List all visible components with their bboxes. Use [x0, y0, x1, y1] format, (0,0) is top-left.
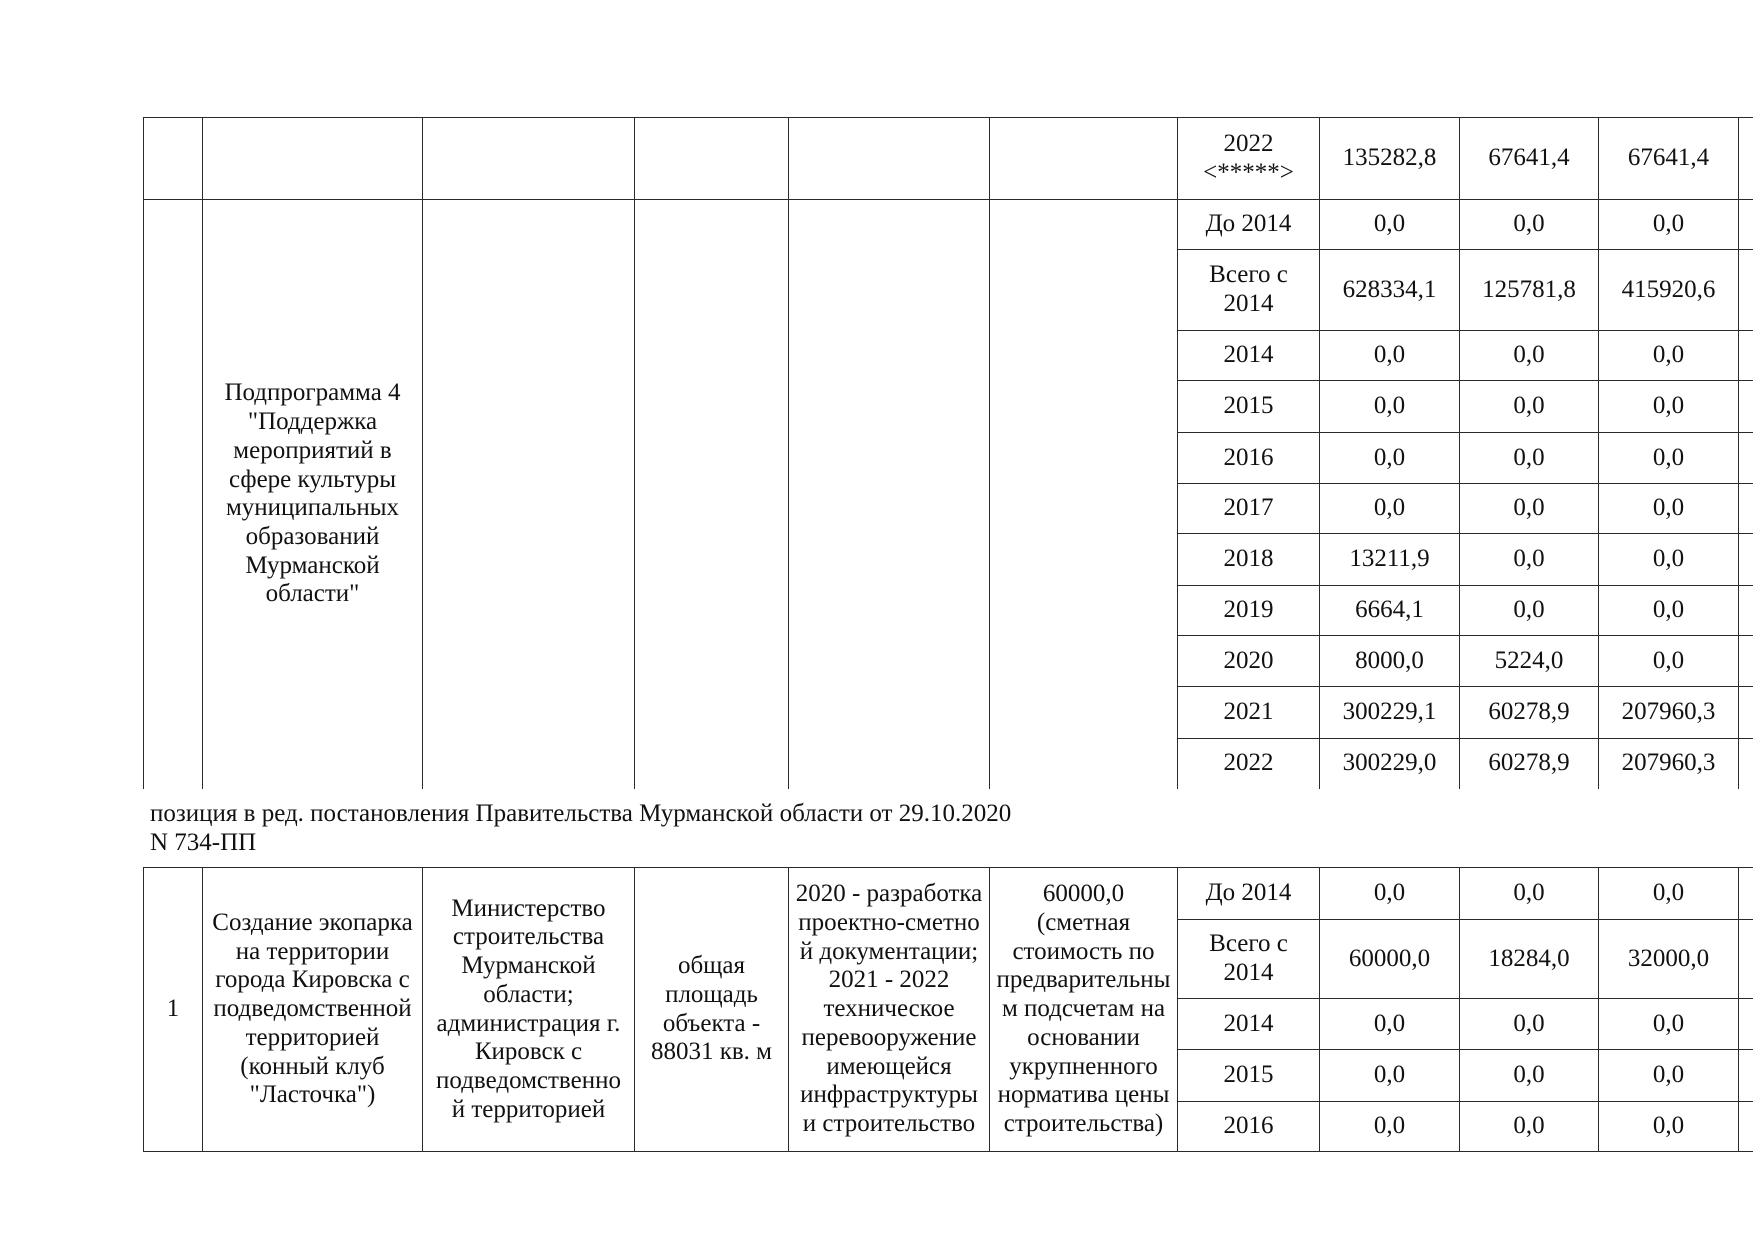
amount-cell: 0,0 — [1320, 1102, 1460, 1152]
amount-cell: 6664,1 — [1320, 586, 1460, 636]
amount-cell: 0,0 — [1320, 433, 1460, 484]
subprogram-name-cell: Подпрограмма 4 "Поддержка мероприятий в сфере культуры муниципальных образований Мурманской области" — [203, 200, 423, 789]
measure-name-cell: Создание экопарка на территории города Кировска с подведомственной территорией (конный клуб "Ласточка") — [203, 868, 423, 1152]
year-cell: 2016 — [1178, 1102, 1320, 1152]
truncated-column-cell — [1739, 381, 1753, 433]
amount-cell: 0,0 — [1599, 999, 1739, 1050]
truncated-column-cell — [1739, 999, 1753, 1050]
amount-cell: 0,0 — [1460, 534, 1599, 586]
executor-cell — [423, 200, 635, 789]
amount-cell: 67641,4 — [1460, 118, 1599, 200]
amount-cell: 60278,9 — [1460, 687, 1599, 739]
indicator-cell — [635, 200, 789, 789]
executor-cell: Министерство строительства Мурманской области; администрация г. Кировск с подведомственно й территорией — [423, 868, 635, 1152]
year-cell: 2022 <*****> — [1178, 118, 1320, 200]
truncated-column-cell — [1739, 1102, 1753, 1152]
table-row — [144, 200, 1753, 250]
truncated-column-cell — [1739, 868, 1753, 920]
amount-cell: 0,0 — [1599, 331, 1739, 381]
cost-cell: 60000,0 (сметная стоимость по предварительны м подсчетам на основании укрупненного норматива цены строительства) — [990, 868, 1178, 1152]
empty-cell — [203, 118, 423, 200]
year-cell: 2014 — [1178, 331, 1320, 381]
amount-cell: 0,0 — [1460, 381, 1599, 433]
amount-cell: 0,0 — [1320, 331, 1460, 381]
year-cell: 2016 — [1178, 433, 1320, 484]
year-cell: 2014 — [1178, 999, 1320, 1050]
empty-cell — [635, 118, 789, 200]
truncated-column-cell — [1739, 331, 1753, 381]
amount-cell: 0,0 — [1460, 1050, 1599, 1102]
truncated-column-cell — [1739, 1050, 1753, 1102]
row-number-cell: 1 — [144, 868, 203, 1152]
truncated-column-cell — [1739, 250, 1753, 331]
amount-cell: 0,0 — [1320, 484, 1460, 534]
year-cell: 2021 — [1178, 687, 1320, 739]
amount-cell: 0,0 — [1320, 868, 1460, 920]
amount-cell: 0,0 — [1460, 999, 1599, 1050]
revision-note: позиция в ред. постановления Правительства Мурманской области от 29.10.2020 N 734-ПП — [150, 800, 1012, 856]
amount-cell: 0,0 — [1460, 200, 1599, 250]
amount-cell: 0,0 — [1599, 1050, 1739, 1102]
year-cell: Всего с 2014 — [1178, 250, 1320, 331]
truncated-column-cell — [1739, 433, 1753, 484]
year-cell: 2022 — [1178, 739, 1320, 789]
year-cell: 2015 — [1178, 381, 1320, 433]
subprogram-4-funding-table — [143, 117, 1753, 789]
amount-cell: 0,0 — [1599, 586, 1739, 636]
amount-cell: 8000,0 — [1320, 636, 1460, 687]
truncated-column-cell — [1739, 920, 1753, 999]
truncated-column-cell — [1739, 118, 1753, 200]
amount-cell: 0,0 — [1320, 381, 1460, 433]
indicator-cell: общая площадь объекта - 88031 кв. м — [635, 868, 789, 1152]
amount-cell: 300229,0 — [1320, 739, 1460, 789]
amount-cell: 18284,0 — [1460, 920, 1599, 999]
amount-cell: 0,0 — [1320, 1050, 1460, 1102]
empty-cell — [789, 118, 990, 200]
amount-cell: 300229,1 — [1320, 687, 1460, 739]
amount-cell: 0,0 — [1460, 331, 1599, 381]
amount-cell: 32000,0 — [1599, 920, 1739, 999]
truncated-column-cell — [1739, 484, 1753, 534]
amount-cell: 0,0 — [1599, 484, 1739, 534]
truncated-column-cell — [1739, 687, 1753, 739]
amount-cell: 0,0 — [1599, 534, 1739, 586]
stages-cell: 2020 - разработка проектно-сметно й документации; 2021 - 2022 техническое перевооружение имеющейся инфраструктуры и строительство — [789, 868, 990, 1152]
amount-cell: 125781,8 — [1460, 250, 1599, 331]
amount-cell: 5224,0 — [1460, 636, 1599, 687]
amount-cell: 0,0 — [1320, 999, 1460, 1050]
empty-cell — [990, 118, 1178, 200]
amount-cell: 0,0 — [1460, 433, 1599, 484]
truncated-column-cell — [1739, 739, 1753, 789]
amount-cell: 0,0 — [1460, 868, 1599, 920]
year-cell: До 2014 — [1178, 868, 1320, 920]
table-row — [144, 868, 1753, 920]
year-cell: 2019 — [1178, 586, 1320, 636]
amount-cell: 628334,1 — [1320, 250, 1460, 331]
amount-cell: 67641,4 — [1599, 118, 1739, 200]
amount-cell: 0,0 — [1460, 1102, 1599, 1152]
amount-cell: 207960,3 — [1599, 739, 1739, 789]
empty-cell — [144, 118, 203, 200]
amount-cell: 0,0 — [1599, 1102, 1739, 1152]
amount-cell: 60278,9 — [1460, 739, 1599, 789]
amount-cell: 0,0 — [1460, 586, 1599, 636]
ecopark-funding-table — [143, 867, 1753, 1152]
year-cell: 2017 — [1178, 484, 1320, 534]
amount-cell: 0,0 — [1599, 433, 1739, 484]
amount-cell: 0,0 — [1460, 484, 1599, 534]
amount-cell: 135282,8 — [1320, 118, 1460, 200]
amount-cell: 13211,9 — [1320, 534, 1460, 586]
amount-cell: 415920,6 — [1599, 250, 1739, 331]
truncated-column-cell — [1739, 200, 1753, 250]
table-row — [144, 118, 1753, 200]
amount-cell: 0,0 — [1599, 868, 1739, 920]
truncated-column-cell — [1739, 534, 1753, 586]
year-cell: 2020 — [1178, 636, 1320, 687]
year-cell: Всего с 2014 — [1178, 920, 1320, 999]
cost-cell — [990, 200, 1178, 789]
truncated-column-cell — [1739, 636, 1753, 687]
stages-cell — [789, 200, 990, 789]
amount-cell: 0,0 — [1320, 200, 1460, 250]
amount-cell: 207960,3 — [1599, 687, 1739, 739]
amount-cell: 60000,0 — [1320, 920, 1460, 999]
empty-cell — [423, 118, 635, 200]
year-cell: 2018 — [1178, 534, 1320, 586]
truncated-column-cell — [1739, 586, 1753, 636]
year-cell: 2015 — [1178, 1050, 1320, 1102]
amount-cell: 0,0 — [1599, 381, 1739, 433]
row-number-cell — [144, 200, 203, 789]
amount-cell: 0,0 — [1599, 200, 1739, 250]
year-cell: До 2014 — [1178, 200, 1320, 250]
amount-cell: 0,0 — [1599, 636, 1739, 687]
